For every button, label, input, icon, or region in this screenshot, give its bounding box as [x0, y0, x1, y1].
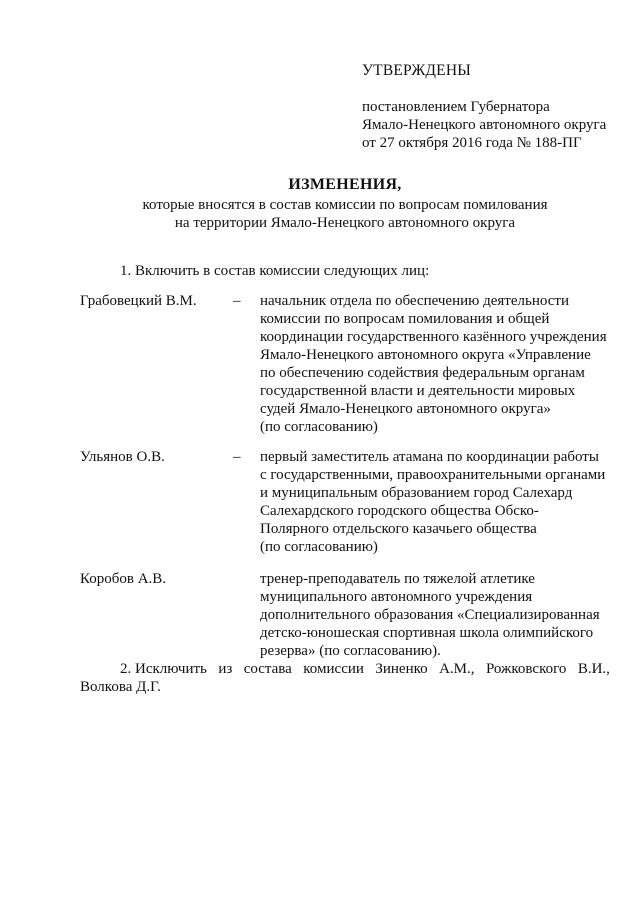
item-2-word: А.М.,	[439, 661, 475, 677]
description-line: по обеспечению содействия федеральным органам	[260, 365, 585, 381]
description-line: начальник отдела по обеспечению деятельности	[260, 293, 569, 309]
item-2-word: из	[218, 661, 233, 677]
dash-separator: –	[233, 449, 241, 465]
description-line: Ямало-Ненецкого автономного округа «Управление	[260, 347, 591, 363]
description-line: (по согласованию)	[260, 419, 378, 435]
item-2-word: Зиненко	[375, 661, 428, 677]
person-name: Грабовецкий В.М.	[80, 293, 197, 309]
item-2-first-line	[80, 660, 610, 678]
description-line: координации государственного казённого учреждения	[260, 329, 607, 345]
document-title: ИЗМЕНЕНИЯ,	[288, 176, 402, 193]
person-name: Коробов А.В.	[80, 571, 167, 587]
description-line: комиссии по вопросам помилования и общей	[260, 311, 550, 327]
description-line: дополнительного образования «Специализированная	[260, 607, 600, 623]
description-line: первый заместитель атамана по координации работы	[260, 449, 599, 465]
description-line: муниципального автономного учреждения	[260, 589, 533, 605]
description-line: Салехардского городского общества Обско-	[260, 503, 539, 519]
person-description	[260, 570, 620, 660]
person-name: Ульянов О.В.	[80, 449, 165, 465]
item-2-word: Рожковского	[485, 661, 567, 677]
item-2-word: комиссии	[303, 661, 364, 677]
approval-line: Ямало-Ненецкого автономного округа	[362, 117, 607, 133]
description-line: Полярного отдельского казачьего общества	[260, 521, 537, 537]
approval-line: постановлением Губернатора	[362, 99, 550, 115]
item-2-second-line: Волкова Д.Г.	[80, 679, 161, 695]
description-line: тренер-преподаватель по тяжелой атлетике	[260, 571, 535, 587]
description-line: (по согласованию)	[260, 539, 378, 555]
approval-block	[362, 62, 632, 152]
item-1-heading: 1. Включить в состав комиссии следующих лиц:	[120, 263, 430, 279]
person-description	[260, 448, 620, 556]
item-2-word: состава	[243, 661, 292, 677]
item-2-word: В.И.,	[577, 661, 610, 677]
description-line: судей Ямало-Ненецкого автономного округа»	[260, 401, 551, 417]
document-subtitle-line: на территории Ямало-Ненецкого автономного округа	[174, 215, 516, 231]
description-line: государственной власти и деятельности мировых	[260, 383, 576, 399]
description-line: с государственными, правоохранительными органами	[260, 467, 606, 483]
document-subtitle-line: которые вносятся в состав комиссии по вопросам помилования	[142, 197, 548, 213]
item-2-paragraph	[80, 660, 610, 696]
document-title-block	[0, 176, 640, 232]
description-line: детско-юношеская спортивная школа олимпийского	[260, 625, 594, 641]
approval-line: от 27 октября 2016 года № 188-ПГ	[362, 135, 582, 151]
approval-heading: УТВЕРЖДЕНЫ	[362, 62, 471, 79]
description-line: резерва» (по согласованию).	[260, 643, 441, 659]
dash-separator: –	[233, 293, 241, 309]
person-description	[260, 292, 620, 436]
description-line: и муниципальным образованием город Салехард	[260, 485, 573, 501]
item-2-word: 2. Исключить	[120, 661, 207, 677]
